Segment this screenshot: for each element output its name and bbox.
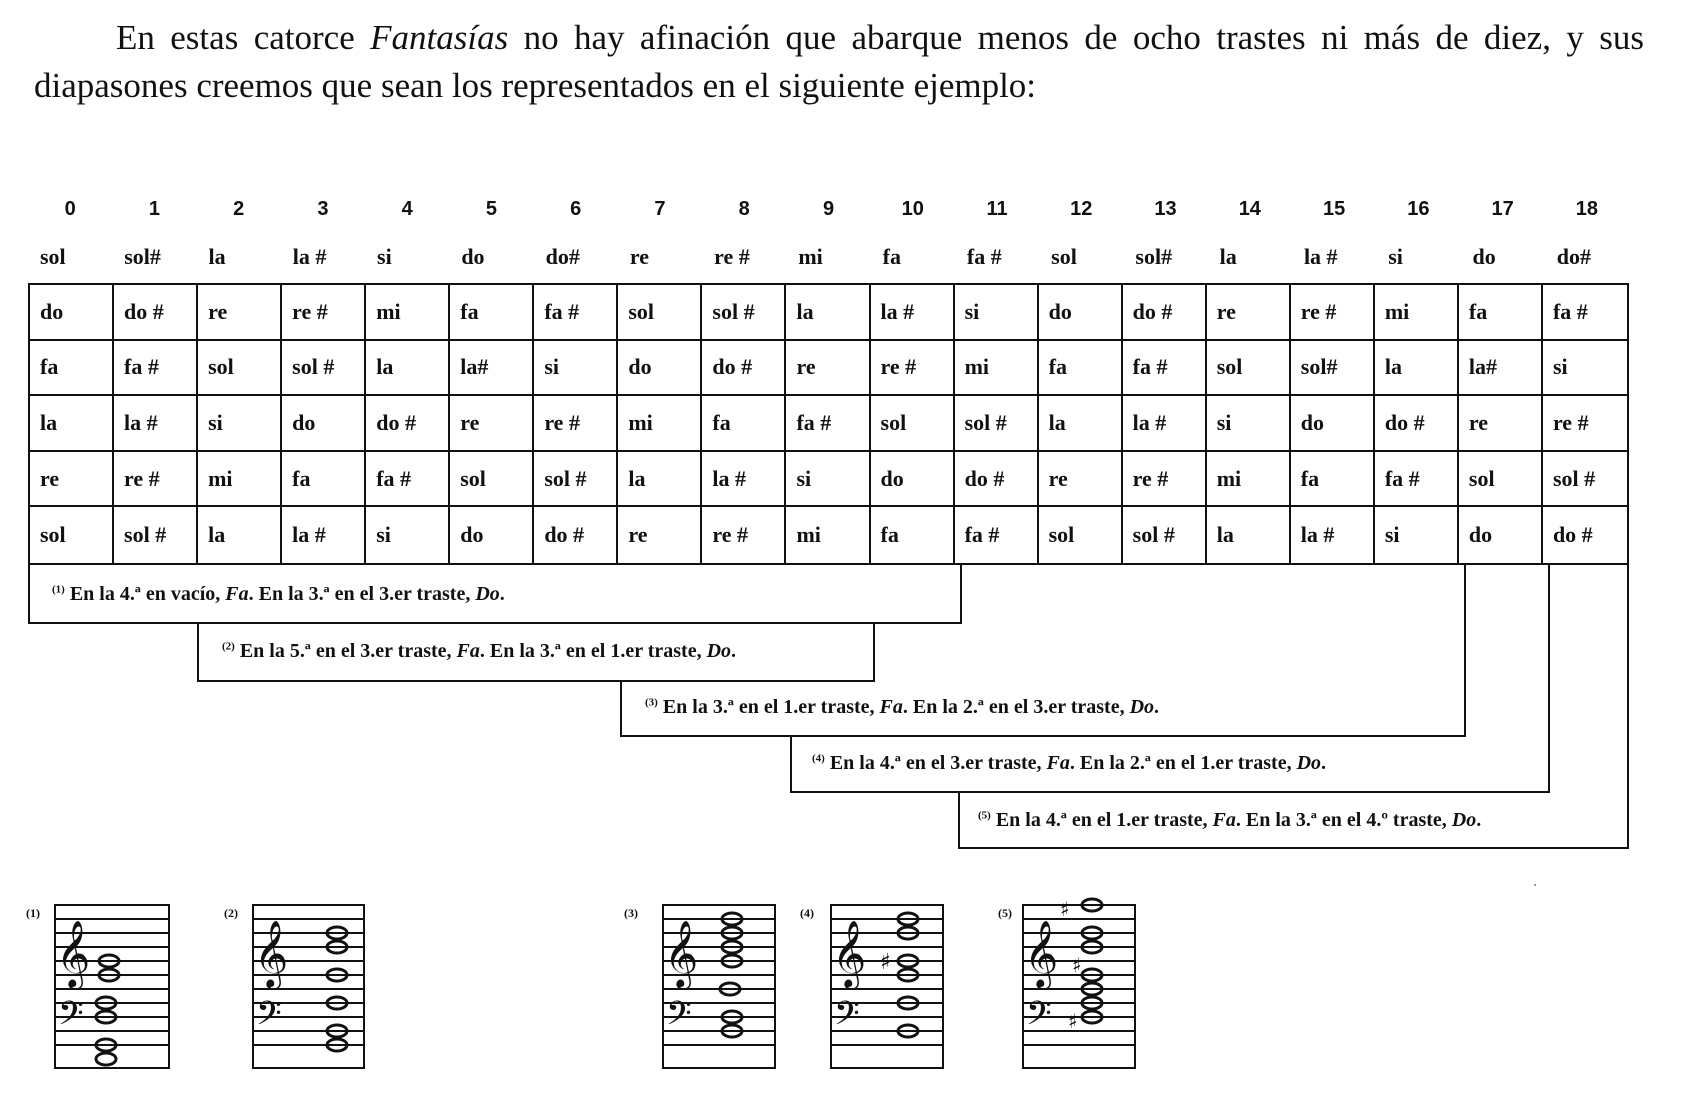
note-5-box-left xyxy=(958,793,960,849)
tuning-note-1: $^{(1)}$ En la 4.ª en vacío, Fa. En la 3.ª en el 3.er traste, Do. xyxy=(52,583,505,605)
open-note: sol xyxy=(1051,244,1077,269)
intro-text-start: En estas catorce xyxy=(116,18,371,57)
table-cell: re xyxy=(786,341,870,397)
note-4-box-right xyxy=(1548,565,1550,793)
table-cell: sol xyxy=(1039,507,1123,563)
table-cell: sol# xyxy=(1291,341,1375,397)
table-cell: fa xyxy=(450,285,534,341)
open-note: si xyxy=(1388,244,1403,269)
fretboard-table xyxy=(28,283,1629,565)
table-cell: si xyxy=(786,452,870,508)
table-cell: re xyxy=(1039,452,1123,508)
fret-number: 6 xyxy=(570,198,582,220)
table-cell: re # xyxy=(114,452,198,508)
table-cell: si xyxy=(198,396,282,452)
fret-number: 7 xyxy=(654,198,666,220)
fret-number: 18 xyxy=(1575,198,1598,220)
table-cell: do xyxy=(30,285,114,341)
svg-text:𝄢: 𝄢 xyxy=(834,995,860,1041)
table-cell: fa # xyxy=(786,396,870,452)
open-note: fa xyxy=(882,244,901,269)
svg-text:𝄢: 𝄢 xyxy=(256,995,282,1041)
svg-text:♯: ♯ xyxy=(1068,1009,1078,1033)
table-cell: fa # xyxy=(1543,285,1627,341)
example-label-3: (3) xyxy=(624,906,638,920)
table-cell: re xyxy=(30,452,114,508)
table-cell: fa # xyxy=(1375,452,1459,508)
table-cell: sol xyxy=(1459,452,1543,508)
note-4-box-left xyxy=(790,737,792,793)
table-cell: sol # xyxy=(702,285,786,341)
staff-example-5 xyxy=(1022,892,1138,1072)
fret-number: 17 xyxy=(1491,198,1514,220)
table-cell: do # xyxy=(366,396,450,452)
table-cell: sol # xyxy=(1123,507,1207,563)
table-cell: do xyxy=(282,396,366,452)
table-cell: mi xyxy=(1207,452,1291,508)
table-cell: mi xyxy=(618,396,702,452)
table-cell: do # xyxy=(1375,396,1459,452)
table-cell: sol # xyxy=(534,452,618,508)
table-cell: la xyxy=(786,285,870,341)
example-label-2: (2) xyxy=(224,906,238,920)
table-cell: la# xyxy=(450,341,534,397)
table-cell: la xyxy=(1039,396,1123,452)
fret-number: 4 xyxy=(401,198,413,220)
table-cell: mi xyxy=(198,452,282,508)
note-3-box-left xyxy=(620,682,622,737)
table-cell: mi xyxy=(366,285,450,341)
intro-italic-title: Fantasías xyxy=(370,18,509,57)
open-note: sol xyxy=(40,244,66,269)
fret-number: 14 xyxy=(1238,198,1261,220)
table-cell: si xyxy=(534,341,618,397)
table-cell: fa xyxy=(702,396,786,452)
table-cell: fa xyxy=(1459,285,1543,341)
fret-number: 12 xyxy=(1070,198,1093,220)
table-cell: fa xyxy=(30,341,114,397)
open-note: re xyxy=(629,244,649,269)
table-cell: do # xyxy=(1123,285,1207,341)
table-cell: do xyxy=(450,507,534,563)
svg-text:♯: ♯ xyxy=(880,950,891,975)
note-3-box-bottom xyxy=(620,735,1466,737)
fret-number: 9 xyxy=(822,198,835,220)
fret-number: 2 xyxy=(233,198,245,220)
staff-example-4 xyxy=(830,903,946,1071)
table-cell: re # xyxy=(871,341,955,397)
tuning-note-4: $^{(4)}$ En la 4.ª en el 3.er traste, Fa. En la 2.ª en el 1.er traste, Do. xyxy=(812,752,1327,774)
table-cell: mi xyxy=(786,507,870,563)
table-cell: sol xyxy=(198,341,282,397)
table-cell: do # xyxy=(955,452,1039,508)
svg-text:𝄢: 𝄢 xyxy=(1026,995,1052,1041)
fret-number: 11 xyxy=(986,198,1008,220)
table-cell: fa # xyxy=(366,452,450,508)
open-note: la xyxy=(208,244,226,269)
staff-example-2 xyxy=(252,903,367,1071)
open-note: sol# xyxy=(1135,244,1173,269)
svg-text:𝄢: 𝄢 xyxy=(58,995,84,1041)
table-cell: la xyxy=(366,341,450,397)
open-note: la # xyxy=(1303,244,1338,269)
open-note: sol# xyxy=(124,244,161,269)
note-5-box-right xyxy=(1627,565,1629,849)
table-cell: fa # xyxy=(114,341,198,397)
print-speck xyxy=(1534,884,1536,886)
table-cell: la # xyxy=(1123,396,1207,452)
fret-number: 1 xyxy=(148,198,160,220)
open-note: la xyxy=(1219,244,1237,269)
table-cell: re xyxy=(1207,285,1291,341)
table-cell: si xyxy=(1375,507,1459,563)
intro-paragraph xyxy=(34,14,1644,110)
note-4-box-bottom xyxy=(790,791,1550,793)
table-cell: sol # xyxy=(955,396,1039,452)
table-cell: re # xyxy=(1123,452,1207,508)
tuning-note-3: $^{(3)}$ En la 3.ª en el 1.er traste, Fa. En la 2.ª en el 3.er traste, Do. xyxy=(645,696,1160,718)
open-note: do xyxy=(461,244,485,269)
table-cell: do # xyxy=(1552,522,1593,548)
fret-number: 15 xyxy=(1322,198,1346,220)
table-cell: do xyxy=(1459,507,1543,563)
table-cell: la # xyxy=(282,507,366,563)
open-note: la # xyxy=(292,244,327,269)
fret-number: 0 xyxy=(64,198,76,220)
svg-text:♯: ♯ xyxy=(1060,897,1070,921)
table-cell: fa # xyxy=(955,507,1039,563)
open-note: do# xyxy=(1556,244,1591,269)
table-cell: fa xyxy=(1291,452,1375,508)
fret-number: 10 xyxy=(901,198,924,220)
table-cell: fa # xyxy=(534,285,618,341)
staff-example-3 xyxy=(662,903,778,1071)
fret-number: 3 xyxy=(317,198,329,220)
table-cell: la xyxy=(618,452,702,508)
table-cell: mi xyxy=(1375,285,1459,341)
table-cell: si xyxy=(1543,341,1627,397)
table-cell: sol xyxy=(30,507,114,563)
table-cell: la xyxy=(1207,507,1291,563)
table-cell: si xyxy=(1207,396,1291,452)
table-cell: sol xyxy=(618,285,702,341)
table-cell: fa xyxy=(871,507,955,563)
open-note: fa # xyxy=(966,244,1002,269)
table-cell: si xyxy=(955,285,1039,341)
table-cell: si xyxy=(366,507,450,563)
table-cell: re # xyxy=(1543,396,1627,452)
svg-text:𝄞: 𝄞 xyxy=(1024,919,1059,987)
fret-number: 8 xyxy=(738,198,750,220)
table-cell: la xyxy=(1375,341,1459,397)
note-3-box-right xyxy=(1464,565,1466,737)
table-cell: la xyxy=(30,396,114,452)
svg-text:𝄞: 𝄞 xyxy=(56,919,91,987)
open-note: do# xyxy=(545,244,580,269)
svg-text:𝄞: 𝄞 xyxy=(664,919,699,987)
svg-text:𝄢: 𝄢 xyxy=(666,995,692,1041)
table-cell: fa xyxy=(282,452,366,508)
table-cell: sol # xyxy=(1543,452,1627,508)
tuning-note-5: $^{(5)}$ En la 4.ª en el 1.er traste, Fa. En la 3.ª en el 4.º traste, Do. xyxy=(978,809,1482,831)
staff-example-1 xyxy=(54,903,172,1071)
example-label-4: (4) xyxy=(800,906,814,920)
table-cell: do xyxy=(1291,396,1375,452)
table-cell: re xyxy=(450,396,534,452)
open-note: mi xyxy=(798,244,823,269)
table-cell: la xyxy=(198,507,282,563)
table-cell: re xyxy=(1459,396,1543,452)
table-cell: do # xyxy=(702,341,786,397)
note-1-box-right xyxy=(960,565,962,624)
table-cell: do xyxy=(1039,285,1123,341)
note-2-box-left xyxy=(197,624,199,682)
tuning-note-2: $^{(2)}$ En la 5.ª en el 3.er traste, Fa. En la 3.ª en el 1.er traste, Do. xyxy=(222,640,737,662)
table-cell: do xyxy=(871,452,955,508)
example-label-1: (1) xyxy=(26,906,40,920)
fret-number: 5 xyxy=(485,198,497,220)
table-cell: sol xyxy=(1207,341,1291,397)
table-cell: la # xyxy=(1291,507,1375,563)
open-note: si xyxy=(377,244,392,269)
example-label-5: (5) xyxy=(998,906,1012,920)
table-cell: sol # xyxy=(282,341,366,397)
table-cell: la # xyxy=(114,396,198,452)
table-cell: re # xyxy=(1291,285,1375,341)
table-cell: la # xyxy=(871,285,955,341)
intro-text-end: no hay afinación que abarque menos de ocho trastes ni más de diez, y sus diapasones creemos que sean los representados en el siguiente ejemplo: xyxy=(34,18,1644,105)
fret-number: 16 xyxy=(1407,198,1430,220)
table-cell: re xyxy=(198,285,282,341)
note-1-box-bottom xyxy=(28,622,962,624)
note-2-box-right xyxy=(873,624,875,682)
table-cell: re xyxy=(618,507,702,563)
table-cell: re # xyxy=(702,507,786,563)
svg-text:♯: ♯ xyxy=(1072,953,1082,977)
table-cell: re # xyxy=(534,396,618,452)
table-cell: sol xyxy=(871,396,955,452)
note-2-box-bottom xyxy=(197,680,875,682)
open-note: do xyxy=(1472,244,1496,269)
table-cell: fa # xyxy=(1123,341,1207,397)
table-cell: la # xyxy=(702,452,786,508)
table-cell: sol xyxy=(450,452,534,508)
svg-text:𝄞: 𝄞 xyxy=(832,919,867,987)
table-cell: do # xyxy=(534,507,618,563)
table-cell: sol # xyxy=(114,507,198,563)
svg-text:𝄞: 𝄞 xyxy=(254,919,289,987)
table-cell: mi xyxy=(955,341,1039,397)
table-cell: do xyxy=(618,341,702,397)
table-cell: re # xyxy=(282,285,366,341)
fret-number: 13 xyxy=(1154,198,1177,220)
open-note: re # xyxy=(714,244,750,269)
table-cell: fa xyxy=(1039,341,1123,397)
note-1-box-left xyxy=(28,565,30,624)
note-5-box-bottom xyxy=(958,847,1629,849)
table-cell: do # xyxy=(114,285,198,341)
table-cell: la# xyxy=(1459,341,1543,397)
